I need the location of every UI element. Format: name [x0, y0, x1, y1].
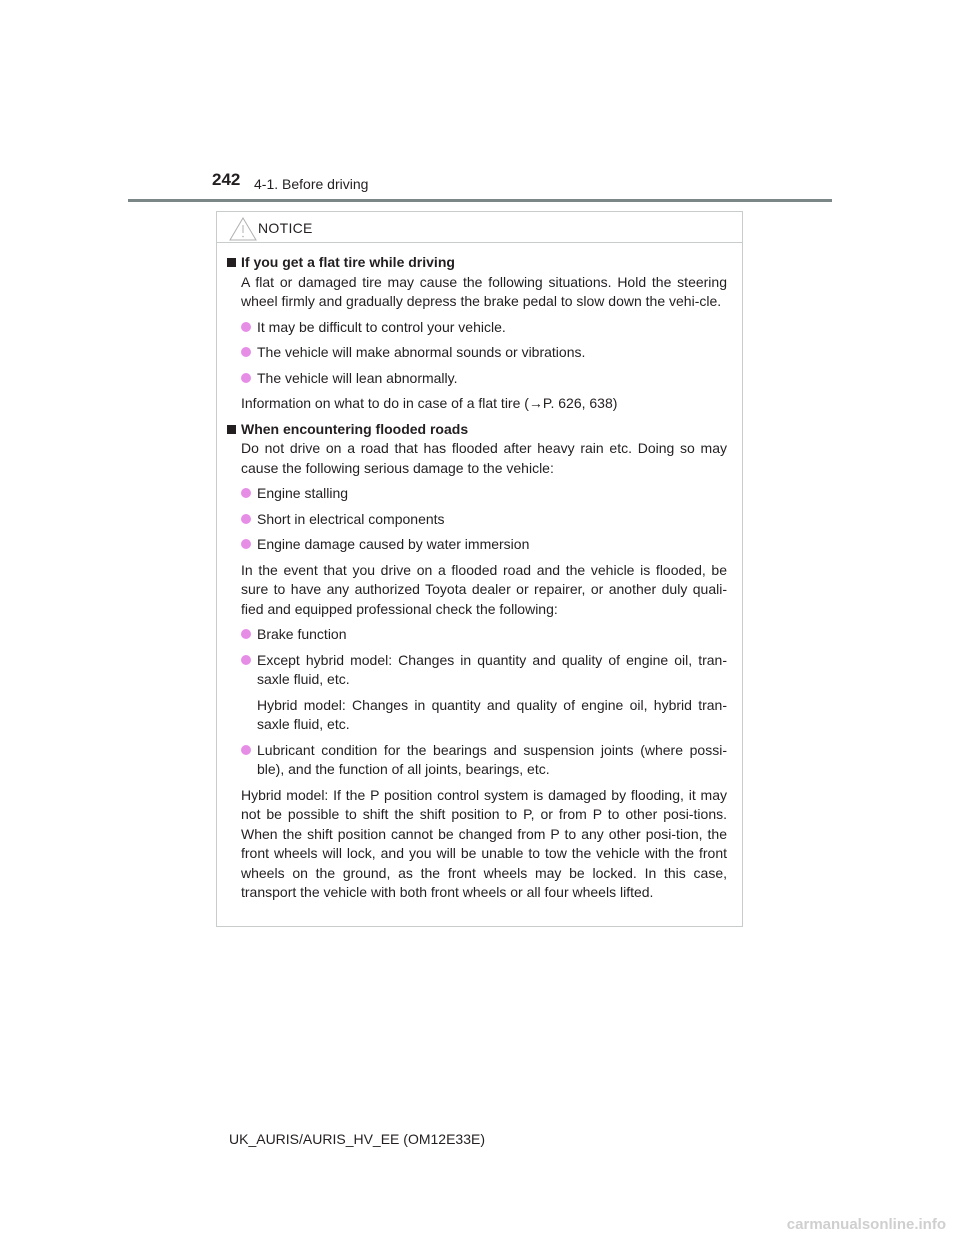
warning-icon — [229, 217, 257, 241]
bullet-dot-icon — [241, 539, 251, 549]
section-heading: When encountering flooded roads — [225, 420, 727, 440]
bullet-dot-icon — [241, 655, 251, 665]
section-title: 4-1. Before driving — [254, 176, 369, 192]
bullet-item — [257, 510, 727, 530]
bullet-dot-icon — [241, 629, 251, 639]
bullet-item — [257, 651, 727, 690]
sub-paragraph: Hybrid model: Changes in quantity and quality of engine oil, hybrid tran-saxle fluid, etc. — [257, 696, 727, 732]
paragraph: A flat or damaged tire may cause the following situations. Hold the steering wheel firmly and gradually depress the brake pedal to slow down the vehi-cle. — [241, 273, 727, 309]
bullet-text: Except hybrid model: Changes in quantity and quality of engine oil, tran-saxle fluid, etc. — [257, 651, 727, 687]
bullet-text: The vehicle will make abnormal sounds or vibrations. — [257, 344, 586, 360]
bullet-item — [257, 484, 727, 504]
notice-box — [216, 211, 743, 927]
document-code: UK_AURIS/AURIS_HV_EE (OM12E33E) — [229, 1131, 485, 1147]
bullet-item — [257, 741, 727, 780]
bullet-dot-icon — [241, 745, 251, 755]
paragraph: Do not drive on a road that has flooded after heavy rain etc. Doing so may cause the following serious damage to the vehicle: — [241, 440, 727, 476]
paragraph: In the event that you drive on a flooded road and the vehicle is flooded, be sure to have any authorized Toyota dealer or repairer, or another duly quali-fied and equipped professional check the following: — [241, 561, 727, 617]
paragraph: Information on what to do in case of a flat tire (→P. 626, 638) — [241, 395, 618, 411]
bullet-dot-icon — [241, 373, 251, 383]
bullet-item — [257, 318, 727, 338]
bullet-text: Brake function — [257, 626, 347, 642]
notice-body — [217, 243, 742, 903]
bullet-item — [257, 369, 727, 389]
bullet-text: It may be difficult to control your vehicle. — [257, 318, 506, 335]
section-heading: If you get a flat tire while driving — [225, 253, 727, 273]
paragraph: Hybrid model: If the P position control system is damaged by flooding, it may not be possible to shift the shift position to P, or from P to other posi-tions. When the shift position cannot be changed from P to any other posi-tion, the front wheels will lock, and you will be unable to tow the vehicle with the front wheels on the ground, as the front wheels may be locked. In this case, transport the vehicle with both front wheels or all four wheels lifted. — [241, 786, 727, 900]
notice-label: NOTICE — [258, 220, 313, 236]
header-divider — [128, 199, 832, 202]
bullet-dot-icon — [241, 347, 251, 357]
bullet-text: Engine damage caused by water immersion — [257, 536, 530, 552]
bullet-text: Lubricant condition for the bearings and suspension joints (where possi-ble), and the function of all joints, bearings, etc. — [257, 741, 727, 777]
bullet-text: The vehicle will lean abnormally. — [257, 369, 458, 386]
watermark: carmanualsonline.info — [786, 1216, 946, 1233]
bullet-item — [257, 625, 727, 645]
bullet-dot-icon — [241, 514, 251, 524]
bullet-item — [257, 535, 727, 555]
bullet-dot-icon — [241, 322, 251, 332]
page-number: 242 — [212, 170, 241, 189]
bullet-text: Engine stalling — [257, 485, 349, 501]
bullet-dot-icon — [241, 488, 251, 498]
bullet-text: Short in electrical components — [257, 510, 445, 527]
notice-header — [217, 212, 742, 243]
bullet-item — [257, 343, 727, 363]
